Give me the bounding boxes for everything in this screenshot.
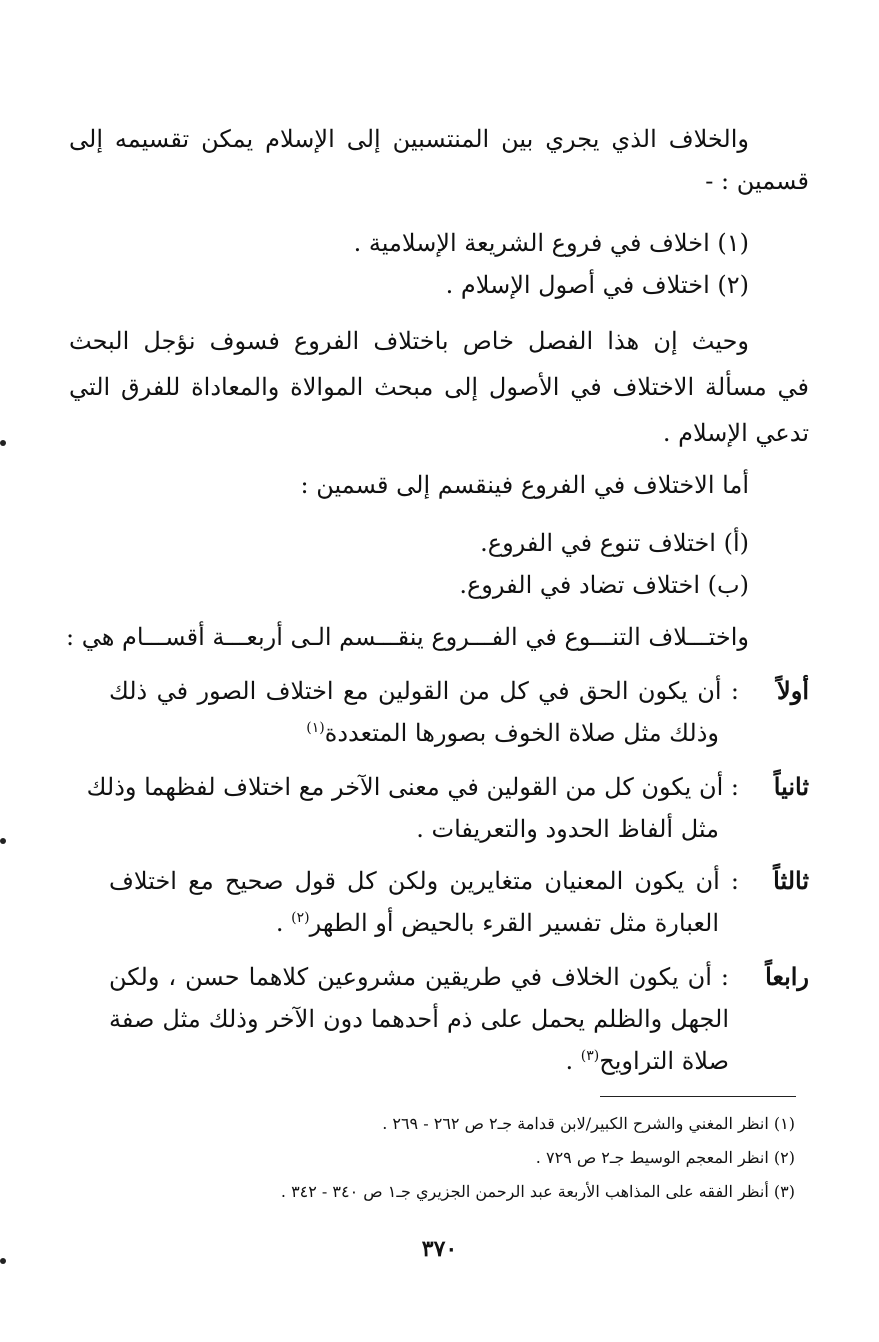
section-third-label: ثالثاً — [773, 866, 809, 895]
footnote-ref-2: (٢) — [291, 910, 310, 926]
footnote-separator — [600, 1096, 796, 1097]
section-third-text-2: العبارة مثل تفسير القرء بالحيض أو الطهر — [309, 909, 719, 937]
paragraph-2-line-1: وحيث إن هذا الفصل خاص باختلاف الفروع فسوف نؤجل البحث — [69, 327, 749, 355]
list-item-a: (أ) اختلاف تنوع في الفروع. — [480, 529, 749, 557]
section-second-line-1: : أن يكون كل من القولين في معنى الآخر مع اختلاف لفظهما وذلك — [86, 773, 739, 801]
section-first-label: أولاً — [777, 676, 809, 705]
section-third-end: . — [275, 909, 292, 937]
intro-line-1: والخلاف الذي يجري بين المنتسبين إلى الإسلام يمكن تقسيمه إلى — [69, 125, 749, 153]
section-fourth-line-3 — [565, 1044, 729, 1078]
scan-speck — [0, 440, 6, 446]
section-fourth-text-3: صلاة التراويح — [599, 1047, 729, 1075]
scan-speck — [0, 838, 6, 844]
section-first-line-2 — [306, 716, 719, 750]
list-item-2: (٢) اختلاف في أصول الإسلام . — [445, 271, 749, 299]
paragraph-3: أما الاختلاف في الفروع فينقسم إلى قسمين : — [300, 471, 749, 499]
section-third-line-2 — [276, 906, 719, 940]
section-third-line-1: : أن يكون المعنيان متغايرين ولكن كل قول صحيح مع اختلاف — [109, 867, 739, 895]
footnote-2: (٢) انظر المعجم الوسيط جـ٢ ص ٧٢٩ . — [535, 1148, 795, 1167]
scan-speck — [0, 1258, 6, 1264]
list-item-1: (١) اخلاف في فروع الشريعة الإسلامية . — [353, 229, 749, 257]
intro-line-2: قسمين : - — [705, 167, 809, 195]
section-first-text-2: وذلك مثل صلاة الخوف بصورها المتعددة — [324, 719, 719, 747]
section-fourth-end: . — [565, 1047, 581, 1075]
section-first-line-1: : أن يكون الحق في كل من القولين مع اختلاف الصور في ذلك — [109, 677, 739, 705]
footnote-ref-1: (١) — [306, 720, 325, 736]
section-fourth-line-2: الجهل والظلم يحمل على ذم أحدهما دون الآخر وذلك مثل صفة — [109, 1005, 729, 1033]
section-second-line-2: مثل ألفاظ الحدود والتعريفات . — [416, 815, 719, 843]
section-fourth-label: رابعاً — [765, 962, 809, 991]
section-fourth-line-1: : أن يكون الخلاف في طريقين مشروعين كلاهما حسن ، ولكن — [109, 963, 729, 991]
page-number: ٣٧٠ — [421, 1236, 458, 1262]
paragraph-2-line-3: تدعي الإسلام . — [662, 419, 809, 447]
list-item-b: (ب) اختلاف تضاد في الفروع. — [459, 571, 749, 599]
footnote-1: (١) انظر المغني والشرح الكبير/لابن قدامة جـ٢ ص ٢٦٢ - ٢٦٩ . — [382, 1114, 795, 1133]
paragraph-2-line-2: في مسألة الاختلاف في الأصول إلى مبحث الموالاة والمعاداة للفرق التي — [69, 373, 809, 401]
paragraph-4: واختـــلاف التنـــوع في الفـــروع ينقـــسم الـى أربعـــة أقســـام هي : — [65, 623, 749, 651]
section-second-label: ثانياً — [773, 772, 809, 801]
footnote-3: (٣) أنظر الفقه على المذاهب الأربعة عبد الرحمن الجزيري جـ١ ص ٣٤٠ - ٣٤٢ . — [280, 1182, 795, 1201]
footnote-ref-3: (٣) — [580, 1048, 600, 1064]
